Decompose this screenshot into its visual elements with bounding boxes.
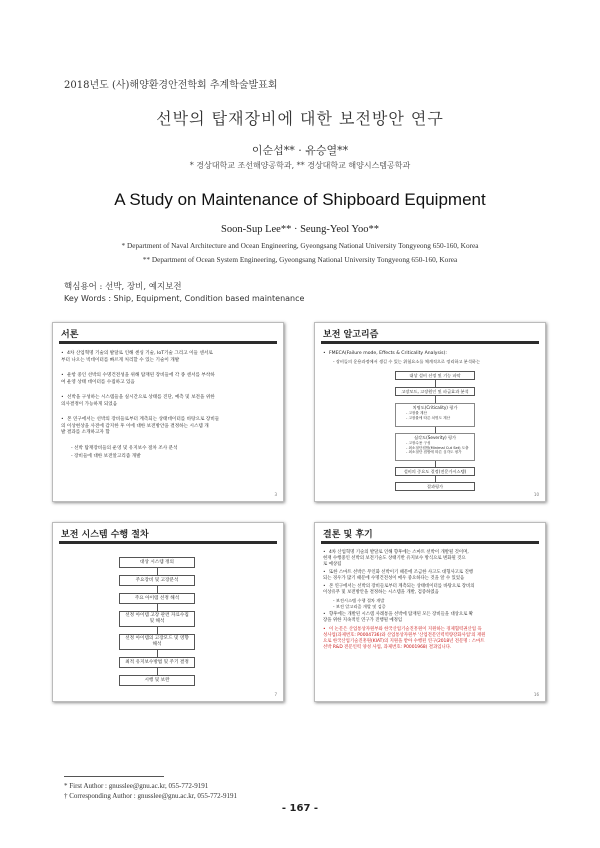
flow-box-2: 고장모드, 고장원인 및 파급효과 분석 xyxy=(395,387,475,396)
algorithm-sub-bullet: - 장비들의 운용과정에서 생길 수 있는 위험요소를 체계적으로 정리하고 분석하는 xyxy=(333,359,480,364)
flow-box-1: 대상 설비 선정 및 기능 파악 xyxy=(395,371,475,380)
slide-title-bar xyxy=(59,341,277,344)
authors-english: Soon-Sup Lee** · Seung-Yeol Yoo** xyxy=(221,224,379,235)
intro-sub-bullet-1: - 선박 탑재장비들의 운영 및 유지보수 절차 조사 분석 xyxy=(71,446,178,451)
keywords-korean: 핵심용어 : 선박, 장비, 예지보전 xyxy=(64,282,182,292)
intro-bullet-1: • 4차 산업혁명 기술의 발달로 인해 센싱 기술, IoT기술 그리고 이들 센서로 부터 나오는 빅데이터를 빠르게 처리할 수 있는 기술이 개발 xyxy=(61,351,213,363)
flow-arrow xyxy=(157,650,158,657)
page-number: - 167 - xyxy=(281,803,319,814)
paper-title-korean: 선박의 탑재장비에 대한 보전방안 연구 xyxy=(156,109,444,128)
procedure-step-5: 선정 아이템의 고장모드 및 영향 해석 xyxy=(119,634,195,650)
affiliation-english-2: ** Department of Ocean System Engineering, Gyeongsang National University Tongyeong 650-160, Korea xyxy=(142,255,458,264)
conclusion-sub-bullet-1: - 보전시스템 수행 절차 개발 xyxy=(333,598,385,603)
slide-title-bar xyxy=(321,341,539,344)
slide-number: 3 xyxy=(274,492,277,497)
slide-title: 서론 xyxy=(61,330,79,340)
affiliation-english-1: * Department of Naval Architecture and Ocean Engineering, Gyeongsang National University Tongyeong 650-160, Korea xyxy=(121,241,479,250)
procedure-step-2: 주요장비 및 고장분석 xyxy=(119,575,195,586)
slide-title-bar xyxy=(321,541,539,544)
intro-bullet-2: • 운항 중인 선박의 수명건전성을 위해 탑재된 장비들에 각 종 센서를 부착하 여 운영 상태 데이터를 수집하고 있음 xyxy=(61,373,215,385)
intro-bullet-3: • 선박을 구성하는 시스템들을 실시간으로 상태를 진단, 예측 및 보전을 위한 의사결정이 가능하게 되었음 xyxy=(61,395,215,407)
flow-box-5: 설비의 중요도 결정(전문가시스템) xyxy=(395,467,475,476)
flow-box-6: 결과평가 xyxy=(395,482,475,491)
intro-sub-bullet-2: - 장비들에 대한 보전알고리즘 개발 xyxy=(71,454,141,459)
slide-algorithm xyxy=(314,322,546,502)
flow-box-3 xyxy=(395,403,475,427)
conclusion-sub-bullet-2: - 보전 알고리즘 개발 및 검증 xyxy=(333,604,386,609)
procedure-step-3: 주요 아이템 선정 해석 xyxy=(119,593,195,604)
slide-title-bar xyxy=(59,541,277,544)
slide-number: 10 xyxy=(533,492,539,497)
flow-box-4 xyxy=(395,433,475,461)
flow-arrow xyxy=(435,396,436,403)
slide-number: 16 xyxy=(533,692,539,697)
footnote-rule xyxy=(64,776,164,777)
flow-arrow xyxy=(435,380,436,387)
flow-arrow xyxy=(157,568,158,575)
criticality-detail: - 고장률 계산 - 고장률에 따른 치명도 계산 xyxy=(406,411,451,420)
procedure-step-4: 선정 아이템 고장 관련 자료수집 및 해석 xyxy=(119,611,195,627)
conclusion-bullet-3: • 본 연구에서는 선박의 장비들로부터 계측되는 상태데이터를 바탕으로 장비의 이상유무 및 보전방안을 결정하는 시스템을 개발, 검증하였음 xyxy=(323,584,475,595)
authors-korean: 이순섭** · 유승열** xyxy=(251,144,349,157)
procedure-step-1: 대상 시스템 정의 xyxy=(119,557,195,568)
conclusion-bullet-1: • 4차 산업혁명 기술의 발달로 인해 향후에는 스마트 선박이 개발될 것이며, 현재 수행중인 선박의 보전기술도 상태기반 유지보수 방식으로 변화될 것으 로 예상됨 xyxy=(323,550,469,567)
slide-conclusion xyxy=(314,522,546,702)
slide-title: 보전 알고리즘 xyxy=(323,330,379,340)
flow-arrow xyxy=(157,668,158,675)
footnote-first-author: * First Author : gnusslee@gnu.ac.kr, 055-772-9191 xyxy=(64,782,209,790)
slide-introduction xyxy=(52,322,284,502)
criticality-label: 치명도(Criticality) 평가 xyxy=(412,405,458,410)
severity-detail: - 고장수용 구성 - 최소절단집합(Minimal Cut Set) 도출 - 최소절단 집합에 따른 심각도 평가 xyxy=(406,441,469,454)
slide-title: 결론 및 후기 xyxy=(323,530,373,540)
procedure-step-6: 최적 유지보수방법 및 주기 결정 xyxy=(119,657,195,668)
footnote-corresponding-author: † Corresponding Author : gnusslee@gnu.ac.kr, 055-772-9191 xyxy=(64,792,237,800)
paper-title-english: A Study on Maintenance of Shipboard Equipment xyxy=(114,190,486,209)
procedure-step-7: 시행 및 보완 xyxy=(119,675,195,686)
flow-arrow xyxy=(157,586,158,593)
algorithm-bullet: • FMECA(Failure mode, Effects & Criticality Analysis): xyxy=(323,351,447,356)
slide-procedure xyxy=(52,522,284,702)
flow-arrow xyxy=(157,604,158,611)
severity-label: 심각도(Severity) 평가 xyxy=(413,435,457,440)
conference-name: 2018년도 (사)해양환경안전학회 추계학술발표회 xyxy=(64,80,278,91)
slide-title: 보전 시스템 수행 절차 xyxy=(61,530,149,540)
conclusion-funding-bullet: • 이 논문은 산업통상자원부와 한국산업기술진흥원이 지원하는 경제협력권산업 육 성사업(과제번호: P0004736)와 산업통상자원부 '산업전문인력역량강화사업'의 재원 으로 한국산업기술진흥원(KIAT)의 지원을 받아 수행된 연구(2018년 전문명 : 스마트 선박 R&D 전문인력 양성 사업, 과제번호: P0001968) 결과입니다. xyxy=(323,627,486,650)
flow-arrow xyxy=(157,627,158,634)
intro-bullet-4: • 본 연구에서는 선박의 장비들로부터 계측되는 상태데이터를 바탕으로 장비들 의 이상현상을 사전에 감지한 후 이에 대한 보전방안을 결정하는 시스템 개 발 결과를 소개하고자 함 xyxy=(61,417,220,436)
slide-number: 7 xyxy=(274,692,277,697)
keywords-english: Key Words : Ship, Equipment, Condition based maintenance xyxy=(64,294,305,303)
conclusion-bullet-2: • 또한 스마트 선박은 무인화 선박이기 때문에 조금한 사고도 대형사고로 진행 되는 경우가 많기 때문에 수명건전성이 매우 중요하다는 것을 알 수 있었음 xyxy=(323,570,474,581)
affiliation-korean: * 경상대학교 조선해양공학과, ** 경상대학교 해양시스템공학과 xyxy=(189,161,411,170)
conclusion-bullet-4: • 향후에는 개발된 시스템 사례통을 선박에 탑재된 모든 장비들을 대상으로 확 장을 위한 지속적인 연구가 진행될 예정임 xyxy=(323,612,474,623)
